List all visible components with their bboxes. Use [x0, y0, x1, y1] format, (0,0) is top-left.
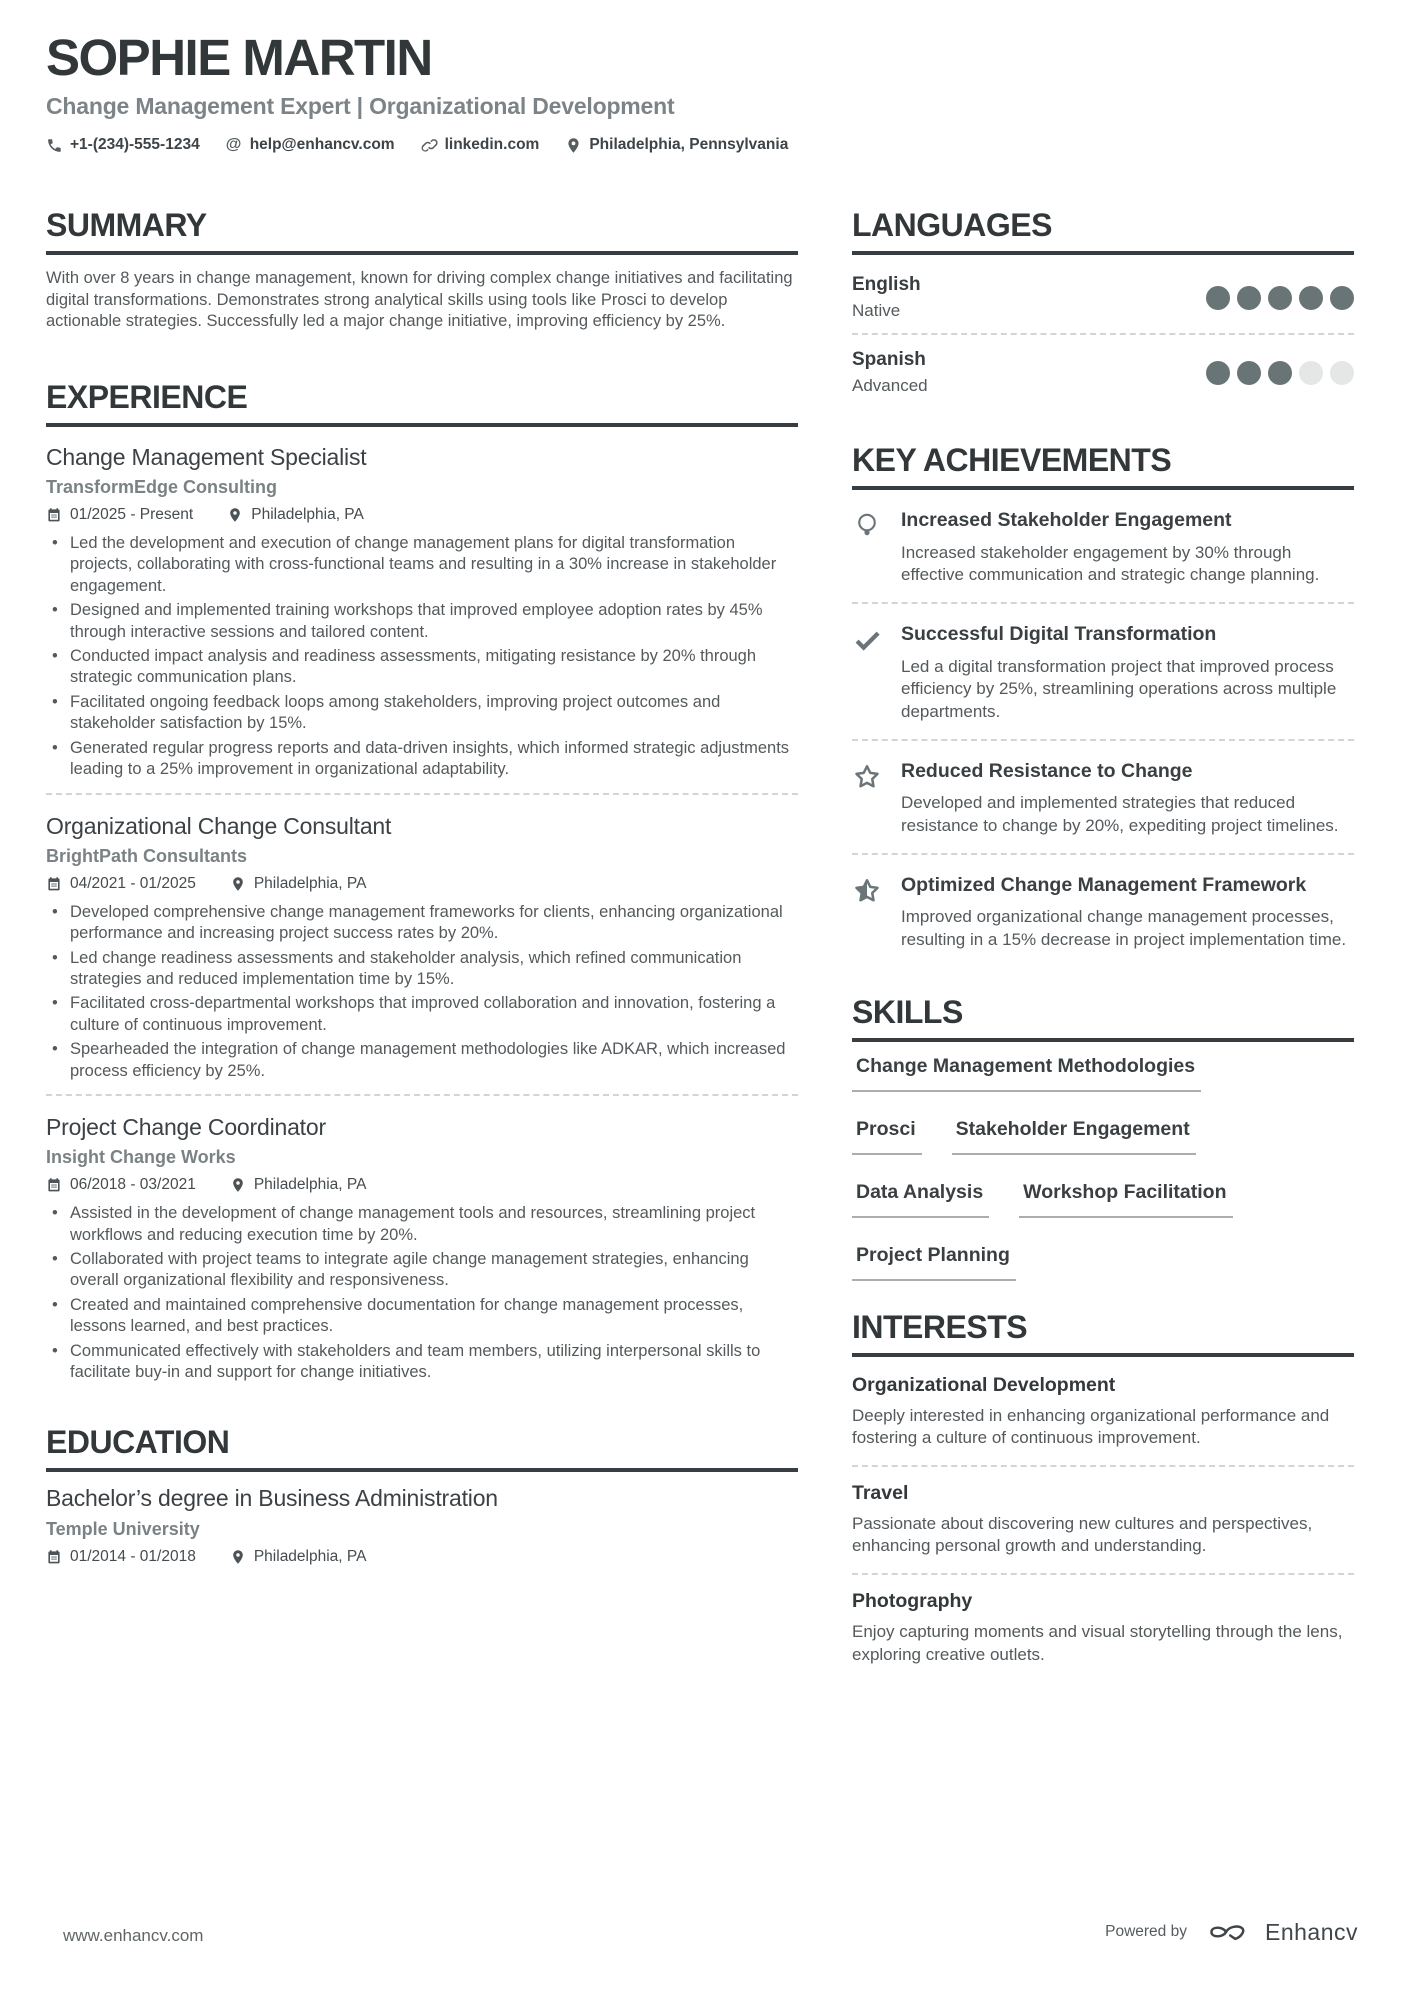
level-dot [1268, 286, 1292, 310]
summary-section [46, 207, 798, 333]
location-pin-icon [227, 507, 243, 523]
bullet-item: • Generated regular progress reports and data-driven insights, which informed strategic adjustments leading to a 25% improvement in organizational adaptability. [52, 738, 798, 781]
achievements-section [852, 442, 1354, 954]
location-pin-icon [565, 137, 582, 154]
contact-phone-text: +1-(234)-555-1234 [70, 136, 200, 154]
job-location-text: Philadelphia, PA [253, 1176, 367, 1194]
at-icon: @ [225, 135, 242, 153]
skill-row [852, 1055, 1354, 1092]
calendar-icon [46, 507, 62, 523]
achievement-title: Increased Stakeholder Engagement [901, 509, 1232, 531]
bullet-item: • Designed and implemented training workshops that improved employee adoption rates by 45% through interactive sessions and tailored content. [52, 600, 798, 643]
achievement-content [901, 760, 1354, 838]
summary-heading: SUMMARY [46, 207, 798, 255]
language-level: Advanced [852, 376, 928, 395]
lightbulb-icon [852, 511, 884, 543]
skill-row [852, 1181, 1354, 1218]
job-meta-row [46, 506, 798, 524]
skills-section [852, 994, 1354, 1281]
job-bullet-list [46, 1203, 798, 1384]
job-location [227, 506, 364, 524]
job-dates-text: 04/2021 - 01/2025 [70, 874, 196, 892]
level-dot [1206, 361, 1230, 385]
education-dates-text: 01/2014 - 01/2018 [70, 1547, 196, 1565]
job-title: Organizational Change Consultant [46, 812, 392, 839]
interests-section [852, 1309, 1354, 1671]
achievement-item [852, 617, 1354, 726]
job-location [230, 1176, 367, 1194]
skill-item: Workshop Facilitation [1019, 1181, 1232, 1218]
enhancv-brand-name[interactable]: Enhancv [1264, 1918, 1358, 1945]
job-title: Project Change Coordinator [46, 1114, 326, 1141]
link-icon [421, 137, 438, 154]
level-dot [1330, 361, 1354, 385]
contact-link[interactable] [421, 136, 540, 154]
bullet-item: • Spearheaded the integration of change management methodologies like ADKAR, which increased process efficiency by 25%. [52, 1039, 798, 1082]
bullet-item: • Developed comprehensive change management frameworks for clients, enhancing organizational performance and increasing project success rates by 20%. [52, 902, 798, 945]
interest-text: Enjoy capturing moments and visual storytelling through the lens, exploring creative outlets. [852, 1622, 1343, 1664]
achievement-separator [852, 602, 1354, 604]
job-entry [46, 809, 798, 1083]
education-heading: EDUCATION [46, 1424, 798, 1472]
level-dot [1268, 361, 1292, 385]
bullet-item: • Facilitated cross-departmental workshops that improved collaboration and innovation, fostering a culture of continuous improvement. [52, 993, 798, 1036]
bullet-item: • Conducted impact analysis and readiness assessments, mitigating resistance by 20% through strategic communication plans. [52, 646, 798, 689]
language-row [852, 343, 1354, 400]
job-location [230, 875, 367, 893]
interest-separator [852, 1573, 1354, 1575]
achievement-title: Reduced Resistance to Change [901, 759, 1193, 782]
interest-title: Travel [852, 1481, 909, 1504]
summary-text: With over 8 years in change management, known for driving complex change initiatives and facilitating digital transformations. Demonstrates strong analytical skills using tools like Prosci to develop actionable strategies. Successfully led a major change initiative, improving efficiency by 25%. [46, 269, 793, 331]
level-dot [1299, 361, 1323, 385]
degree-title: Bachelor’s degree in Business Administration [46, 1484, 498, 1511]
skill-item: Change Management Methodologies [852, 1055, 1201, 1092]
calendar-icon [46, 1177, 62, 1193]
language-separator [852, 333, 1354, 335]
interest-item [852, 1370, 1354, 1454]
languages-section [852, 207, 1354, 400]
interest-item [852, 1586, 1354, 1670]
achievement-content [901, 874, 1354, 952]
achievement-content [901, 623, 1354, 724]
star-outline-icon [852, 762, 884, 794]
level-dot [1237, 361, 1261, 385]
languages-heading: LANGUAGES [852, 207, 1354, 255]
bullet-item: • Created and maintained comprehensive documentation for change management processes, lessons learned, and best practices. [52, 1295, 798, 1338]
bullet-item: • Assisted in the development of change management tools and resources, streamlining project workflows and reducing execution time by 20%. [52, 1203, 798, 1246]
bullet-item: • Communicated effectively with stakeholders and team members, utilizing interpersonal skills to facilitate buy-in and support for change initiatives. [52, 1341, 798, 1384]
language-row [852, 268, 1354, 325]
education-location [230, 1548, 367, 1566]
level-dot [1330, 286, 1354, 310]
right-column [852, 207, 1354, 1670]
achievement-text: Improved organizational change management processes, resulting in a 15% decrease in project implementation time. [901, 907, 1347, 949]
job-location-text: Philadelphia, PA [251, 505, 364, 523]
skill-row [852, 1118, 1354, 1155]
bullet-item: • Facilitated ongoing feedback loops among stakeholders, improving project outcomes and stakeholder satisfaction by 15%. [52, 692, 798, 735]
interest-text: Deeply interested in enhancing organizational performance and fostering a culture of continuous improvement. [852, 1405, 1330, 1448]
achievement-title: Successful Digital Transformation [901, 623, 1217, 645]
job-meta-row [46, 1176, 798, 1194]
education-meta-row [46, 1548, 798, 1566]
achievement-text: Increased stakeholder engagement by 30% through effective communication and strategic change planning. [901, 542, 1320, 585]
footer-website-link[interactable]: www.enhancv.com [63, 1926, 204, 1945]
level-dot [1206, 286, 1230, 310]
language-level-dots [1206, 361, 1354, 385]
skill-row [852, 1244, 1354, 1281]
achievement-text: Led a digital transformation project that improved process efficiency by 25%, streamlining operations across multiple departments. [901, 656, 1337, 721]
job-entry [46, 1110, 798, 1384]
contact-link-text[interactable]: linkedin.com [444, 136, 540, 154]
experience-section [46, 379, 798, 1384]
contact-phone [46, 136, 200, 154]
resume-header [46, 30, 866, 154]
job-bullet-list [46, 533, 798, 781]
language-info [852, 349, 928, 396]
achievement-text: Developed and implemented strategies that reduced resistance to change by 20%, expediting project timelines. [901, 793, 1339, 835]
interest-text: Passionate about discovering new cultures and perspectives, enhancing personal growth and understanding. [852, 1513, 1313, 1556]
job-title: Change Management Specialist [46, 443, 367, 470]
education-section [46, 1424, 798, 1566]
achievement-separator [852, 739, 1354, 741]
left-column [46, 207, 798, 1575]
experience-heading: EXPERIENCE [46, 379, 798, 427]
job-company: Insight Change Works [46, 1147, 236, 1168]
job-entry [46, 440, 798, 781]
location-pin-icon [230, 1177, 246, 1193]
contact-row [46, 136, 866, 154]
skill-item: Data Analysis [852, 1181, 989, 1218]
achievement-item [852, 754, 1354, 840]
interests-heading: INTERESTS [852, 1309, 1354, 1357]
interest-separator [852, 1465, 1354, 1467]
interest-title: Organizational Development [852, 1373, 1116, 1396]
job-company: BrightPath Consultants [46, 845, 247, 866]
enhancv-logo-icon[interactable] [1203, 1918, 1249, 1946]
check-icon [852, 625, 884, 657]
achievement-separator [852, 853, 1354, 855]
phone-icon [46, 137, 63, 154]
job-separator [46, 1094, 798, 1096]
calendar-icon [46, 1549, 62, 1565]
star-half-icon [852, 876, 884, 908]
level-dot [1237, 286, 1261, 310]
skill-item: Prosci [852, 1118, 922, 1155]
contact-email[interactable] [226, 136, 395, 154]
skills-heading: SKILLS [852, 994, 1354, 1042]
job-dates [46, 875, 196, 893]
job-dates-text: 06/2018 - 03/2021 [70, 1176, 196, 1194]
school-name: Temple University [46, 1518, 200, 1539]
bullet-item: • Led the development and execution of change management plans for digital transformation projects, collaborating with cross-functional teams and resulting in a 30% increase in stakeholder engagement. [52, 533, 798, 597]
language-name: English [852, 274, 921, 295]
job-company: TransformEdge Consulting [46, 476, 278, 497]
job-dates-text: 01/2025 - Present [70, 505, 194, 523]
contact-location-text: Philadelphia, Pennsylvania [589, 136, 789, 154]
bullet-item: • Led change readiness assessments and stakeholder analysis, which refined communication strategies and reduced implementation time by 15%. [52, 948, 798, 991]
footer-branding [1105, 1918, 1358, 1946]
bullet-item: • Collaborated with project teams to integrate agile change management strategies, enhancing overall organizational flexibility and responsiveness. [52, 1249, 798, 1292]
job-bullet-list [46, 902, 798, 1083]
level-dot [1299, 286, 1323, 310]
powered-by-label: Powered by [1105, 1923, 1187, 1940]
calendar-icon [46, 876, 62, 892]
job-dates [46, 506, 193, 524]
interest-title: Photography [852, 1590, 973, 1613]
job-dates [46, 1176, 196, 1194]
language-level: Native [852, 301, 901, 320]
contact-location [565, 136, 788, 154]
job-meta-row [46, 875, 798, 893]
skill-item: Project Planning [852, 1244, 1016, 1281]
achievements-heading: KEY ACHIEVEMENTS [852, 442, 1354, 490]
achievement-content [901, 509, 1354, 587]
achievement-item [852, 868, 1354, 954]
skill-item: Stakeholder Engagement [952, 1118, 1196, 1155]
contact-email-text[interactable]: help@enhancv.com [249, 136, 395, 154]
person-name: SOPHIE MARTIN [46, 29, 432, 86]
location-pin-icon [230, 1549, 246, 1565]
achievement-title: Optimized Change Management Framework [901, 873, 1307, 896]
person-headline: Change Management Expert | Organizational Development [46, 93, 675, 120]
education-location-text: Philadelphia, PA [253, 1547, 367, 1565]
achievement-item [852, 503, 1354, 589]
language-level-dots [1206, 286, 1354, 310]
location-pin-icon [230, 876, 246, 892]
language-info [852, 274, 921, 321]
interest-item [852, 1478, 1354, 1562]
language-name: Spanish [852, 349, 926, 370]
job-separator [46, 793, 798, 795]
education-dates [46, 1548, 196, 1566]
job-location-text: Philadelphia, PA [253, 874, 367, 892]
